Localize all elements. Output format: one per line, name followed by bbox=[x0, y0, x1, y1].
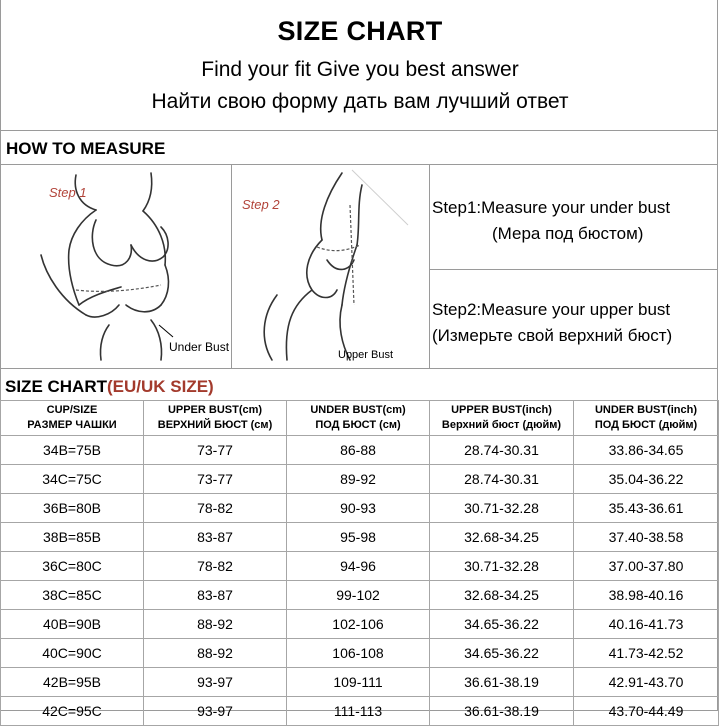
table-row bbox=[1, 668, 719, 697]
table-row bbox=[1, 494, 719, 523]
table-cell: 34C=75C bbox=[1, 465, 144, 494]
table-row bbox=[1, 552, 719, 581]
table-cell: 40.16-41.73 bbox=[574, 610, 719, 639]
step2-instructions bbox=[432, 297, 712, 349]
table-cell: 73-77 bbox=[144, 436, 287, 465]
table-cell: 90-93 bbox=[287, 494, 430, 523]
table-cell: 35.04-36.22 bbox=[574, 465, 719, 494]
table-cell: 36B=80B bbox=[1, 494, 144, 523]
step1-text-english: Step1:Measure your under bust bbox=[432, 198, 671, 217]
column-header: UNDER BUST(cm) ПОД БЮСТ (см) bbox=[287, 401, 430, 436]
column-header: UNDER BUST(inch) ПОД БЮСТ (дюйм) bbox=[574, 401, 719, 436]
table-cell: 37.40-38.58 bbox=[574, 523, 719, 552]
column-header: UPPER BUST(inch) Верхний бюст (дюйм) bbox=[430, 401, 574, 436]
column-header: CUP/SIZE РАЗМЕР ЧАШКИ bbox=[1, 401, 144, 436]
table-cell: 42C=95C bbox=[1, 697, 144, 726]
divider bbox=[429, 165, 430, 368]
table-cell: 34.65-36.22 bbox=[430, 610, 574, 639]
table-row bbox=[1, 697, 719, 726]
table-cell: 42B=95B bbox=[1, 668, 144, 697]
torso-upper-bust-icon bbox=[232, 165, 428, 368]
size-chart-heading-main: SIZE CHART bbox=[5, 377, 107, 396]
table-cell: 38C=85C bbox=[1, 581, 144, 610]
table-cell: 41.73-42.52 bbox=[574, 639, 719, 668]
table-cell: 83-87 bbox=[144, 581, 287, 610]
subtitle-russian: Найти свою форму дать вам лучший ответ bbox=[151, 90, 569, 113]
table-cell: 106-108 bbox=[287, 639, 430, 668]
table-cell: 28.74-30.31 bbox=[430, 436, 574, 465]
table-row bbox=[1, 465, 719, 494]
step2-illustration bbox=[232, 165, 428, 368]
how-to-measure-heading: HOW TO MEASURE bbox=[6, 139, 166, 158]
table-cell: 35.43-36.61 bbox=[574, 494, 719, 523]
table-cell: 36.61-38.19 bbox=[430, 668, 574, 697]
subtitle-english: Find your fit Give you best answer bbox=[201, 58, 519, 81]
table-cell: 95-98 bbox=[287, 523, 430, 552]
upper-bust-caption: Upper Bust bbox=[338, 349, 394, 361]
table-cell: 36C=80C bbox=[1, 552, 144, 581]
table-cell: 93-97 bbox=[144, 668, 287, 697]
table-cell: 33.86-34.65 bbox=[574, 436, 719, 465]
table-cell: 40B=90B bbox=[1, 610, 144, 639]
table-cell: 86-88 bbox=[287, 436, 430, 465]
table-cell: 42.91-43.70 bbox=[574, 668, 719, 697]
table-cell: 78-82 bbox=[144, 552, 287, 581]
table-row bbox=[1, 610, 719, 639]
table-cell: 38.98-40.16 bbox=[574, 581, 719, 610]
size-table bbox=[0, 400, 719, 726]
size-chart-heading bbox=[5, 377, 214, 397]
table-cell: 109-111 bbox=[287, 668, 430, 697]
table-cell: 40C=90C bbox=[1, 639, 144, 668]
step1-label: Step 1 bbox=[49, 185, 87, 200]
table-row bbox=[1, 639, 719, 668]
page-title: SIZE CHART bbox=[277, 16, 443, 46]
table-row bbox=[1, 523, 719, 552]
column-header: UPPER BUST(cm) ВЕРХНИЙ БЮСТ (см) bbox=[144, 401, 287, 436]
torso-under-bust-icon bbox=[1, 165, 230, 368]
table-cell: 89-92 bbox=[287, 465, 430, 494]
step2-text-english: Step2:Measure your upper bust bbox=[432, 300, 671, 319]
table-cell: 99-102 bbox=[287, 581, 430, 610]
step2-text-russian: (Измерьте свой верхний бюст) bbox=[432, 326, 673, 345]
table-cell: 34B=75B bbox=[1, 436, 144, 465]
table-cell: 38B=85B bbox=[1, 523, 144, 552]
table-cell: 32.68-34.25 bbox=[430, 523, 574, 552]
table-header-row bbox=[1, 401, 719, 436]
step2-label: Step 2 bbox=[242, 197, 280, 212]
table-cell: 88-92 bbox=[144, 610, 287, 639]
table-row bbox=[1, 436, 719, 465]
table-cell: 37.00-37.80 bbox=[574, 552, 719, 581]
table-cell: 102-106 bbox=[287, 610, 430, 639]
table-cell: 78-82 bbox=[144, 494, 287, 523]
table-cell: 94-96 bbox=[287, 552, 430, 581]
table-cell: 30.71-32.28 bbox=[430, 494, 574, 523]
divider bbox=[430, 269, 718, 270]
table-cell: 30.71-32.28 bbox=[430, 552, 574, 581]
table-cell: 34.65-36.22 bbox=[430, 639, 574, 668]
size-chart-heading-region: (EU/UK SIZE) bbox=[107, 377, 214, 396]
table-cell: 73-77 bbox=[144, 465, 287, 494]
table-cell: 36.61-38.19 bbox=[430, 697, 574, 726]
table-cell: 93-97 bbox=[144, 697, 287, 726]
step1-instructions bbox=[432, 195, 712, 247]
table-cell: 32.68-34.25 bbox=[430, 581, 574, 610]
step1-illustration bbox=[1, 165, 230, 368]
table-cell: 88-92 bbox=[144, 639, 287, 668]
divider bbox=[0, 130, 718, 131]
table-cell: 111-113 bbox=[287, 697, 430, 726]
table-row bbox=[1, 581, 719, 610]
divider bbox=[0, 368, 718, 369]
table-cell: 43.70-44.49 bbox=[574, 697, 719, 726]
table-cell: 28.74-30.31 bbox=[430, 465, 574, 494]
under-bust-caption: Under Bust bbox=[169, 340, 230, 354]
step1-text-russian: (Мера под бюстом) bbox=[492, 224, 644, 243]
table-cell: 83-87 bbox=[144, 523, 287, 552]
